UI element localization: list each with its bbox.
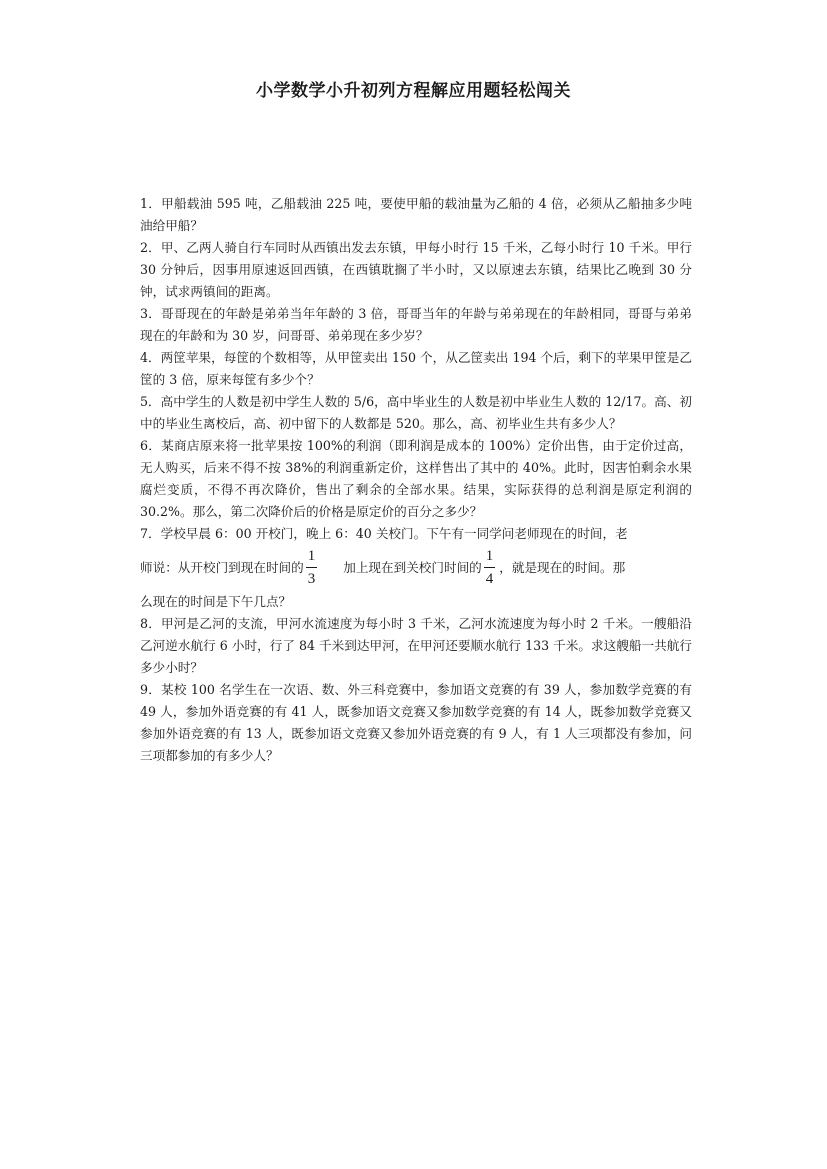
problem-4: 4．两筐苹果，每筐的个数相等，从甲筐卖出 150 个，从乙筐卖出 194 个后，剩下的苹果甲筐是乙筐的 3 倍，原来每筐有多少个？ bbox=[140, 350, 692, 387]
fraction-numerator: 1 bbox=[306, 548, 318, 568]
problem-2: 2．甲、乙两人骑自行车同时从西镇出发去东镇，甲每小时行 15 千米，乙每小时行 10 千米。甲行 30 分钟后，因事用原速返回西镇，在西镇耽搁了半小时，又以原速去东镇，结果比乙晚到 30 分钟，试求两镇间的距离。 bbox=[140, 240, 692, 299]
problem-8: 8．甲河是乙河的支流，甲河水流速度为每小时 3 千米，乙河水流速度为每小时 2 千米。一艘船沿乙河逆水航行 6 小时，行了 84 千米到达甲河，在甲河还要顺水航行 133 千米。求这艘船一共航行多少小时？ bbox=[140, 616, 692, 675]
problem-9: 9．某校 100 名学生在一次语、数、外三科竞赛中，参加语文竞赛的有 39 人，参加数学竞赛的有 49 人，参加外语竞赛的有 41 人，既参加语文竞赛又参加数学竞赛的有 14 人，既参加数学竞赛又参加外语竞赛的有 13 人，既参加语文竞赛又参加外语竞赛的有 9 人，有 1 人三项都没有参加，问三项都参加的有多少人？ bbox=[140, 682, 692, 763]
problem-6: 6．某商店原来将一批苹果按 100%的利润（即利润是成本的 100%）定价出售，由于定价过高，无人购买，后来不得不按 38%的利润重新定价，这样售出了其中的 40%。此时，因害怕剩余水果腐烂变质，不得不再次降价，售出了剩余的全部水果。结果，实际获得的总利润是原定利润的 30.2%。那么，第二次降价后的价格是原定价的百分之多少？ bbox=[140, 438, 692, 519]
fraction-denominator: 4 bbox=[485, 571, 494, 587]
fraction-numerator: 1 bbox=[484, 548, 496, 568]
problem-7-math-line bbox=[140, 545, 692, 591]
page-title: 小学数学小升初列方程解应用题轻松闯关 bbox=[256, 81, 571, 101]
problem-1: 1．甲船载油 595 吨，乙船载油 225 吨，要使甲船的载油量为乙船的 4 倍，必须从乙船抽多少吨油给甲船？ bbox=[140, 196, 692, 233]
problem-5: 5．高中学生的人数是初中学生人数的 5/6，高中毕业生的人数是初中毕业生人数的 12/17。高、初中的毕业生离校后，高、初中留下的人数都是 520。那么，高、初毕业生共有多少人？ bbox=[140, 394, 692, 431]
problem-list bbox=[140, 193, 692, 767]
problem-7-text-b: 加上现在到关校门时间的 bbox=[343, 560, 482, 575]
problem-7-line-3: 么现在的时间是下午几点？ bbox=[140, 594, 292, 609]
problem-7-text-c: ，就是现在的时间。那 bbox=[499, 560, 626, 575]
fraction-denominator: 3 bbox=[307, 571, 316, 587]
problem-7-text-a: 师说：从开校门到现在时间的 bbox=[140, 560, 304, 575]
fraction-one-third bbox=[306, 548, 318, 588]
problem-7-line-1: 7．学校早晨 6：00 开校门，晚上 6：40 关校门。下午有一同学问老师现在的时间，老 bbox=[140, 526, 628, 541]
fraction-one-quarter bbox=[484, 548, 496, 588]
problem-7 bbox=[140, 523, 692, 613]
problem-3: 3．哥哥现在的年龄是弟弟当年年龄的 3 倍，哥哥当年的年龄与弟弟现在的年龄相同，哥哥与弟弟现在的年龄和为 30 岁，问哥哥、弟弟现在多少岁？ bbox=[140, 306, 692, 343]
